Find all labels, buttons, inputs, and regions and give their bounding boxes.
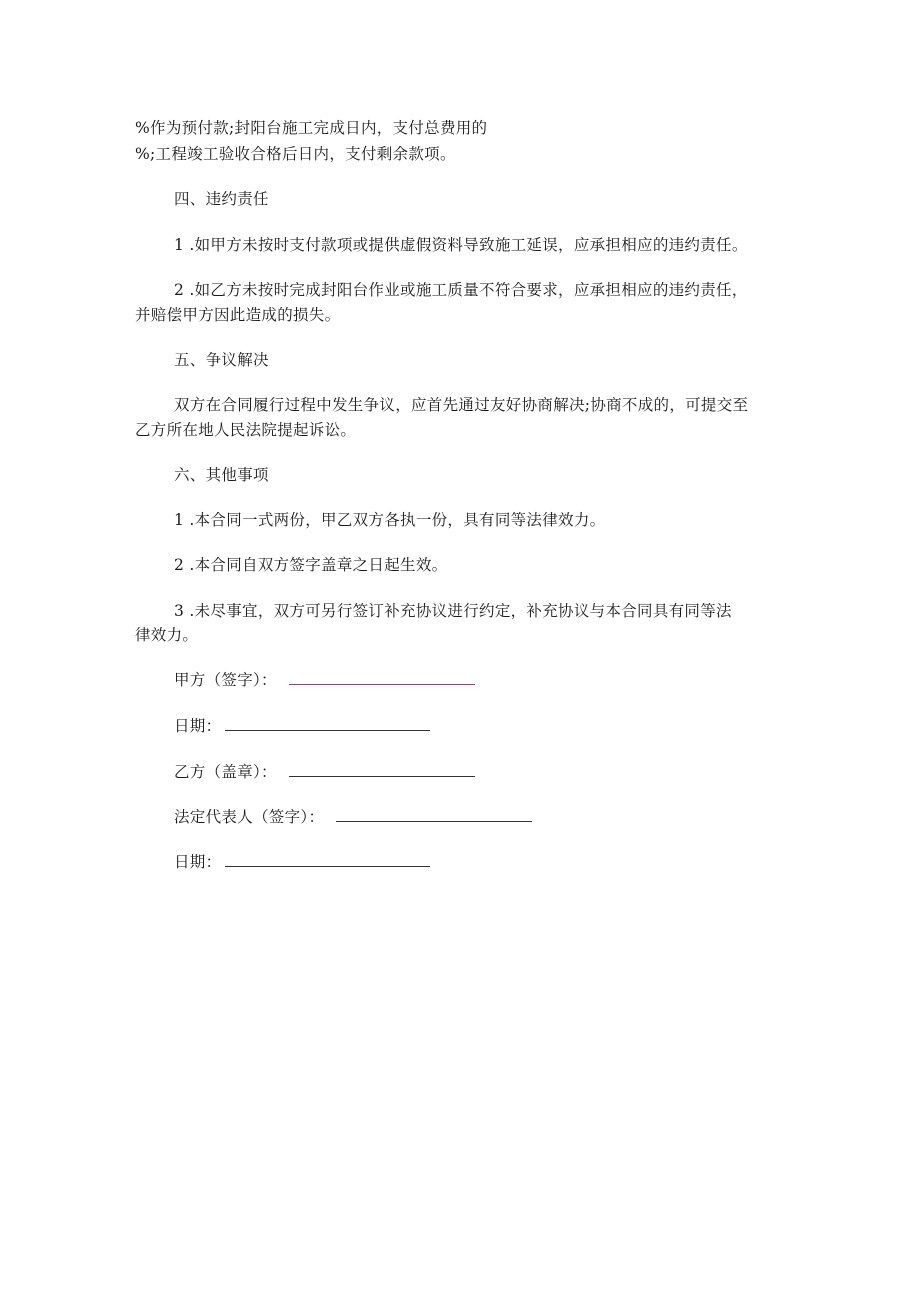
legal-rep-label: 法定代表人（签字）： [174,808,325,826]
other-item-1: 1 .本合同一式两份，甲乙双方各执一份，具有同等法律效力。 [174,511,606,529]
date-1-label: 日期： [174,717,222,735]
payment-line-2: %;工程竣工验收合格后日内，支付剩余款项。 [135,145,456,163]
other-item-3-line-2: 律效力。 [135,626,199,644]
breach-item-2-line-2: 并赔偿甲方因此造成的损失。 [135,306,341,324]
party-a-signature-blank[interactable] [289,670,475,685]
date-1-blank[interactable] [225,716,430,731]
breach-item-2-line-1: 2 .如乙方未按时完成封阳台作业或施工质量不符合要求，应承担相应的违约责任， [174,281,748,299]
signature-row-date-1 [174,716,430,736]
signature-row-party-b [174,762,475,782]
party-b-label: 乙方（盖章）： [174,763,277,781]
dispute-para-line-2: 乙方所在地人民法院提起诉讼。 [135,421,357,439]
date-2-blank[interactable] [225,852,430,867]
dispute-para-line-1: 双方在合同履行过程中发生争议，应首先通过友好协商解决;协商不成的，可提交至 [174,396,749,414]
party-b-seal-blank[interactable] [289,762,475,777]
party-a-label: 甲方（签字）： [174,671,277,689]
payment-line-1: %作为预付款;封阳台施工完成日内，支付总费用的 [135,119,488,137]
signature-row-legal-rep [174,807,532,827]
date-2-label: 日期： [174,853,222,871]
signature-row-date-2 [174,852,430,872]
section-heading-breach: 四、违约责任 [174,190,269,208]
signature-row-party-a [174,670,475,690]
section-heading-dispute: 五、争议解决 [174,351,269,369]
breach-item-1: 1 .如甲方未按时支付款项或提供虚假资料导致施工延误，应承担相应的违约责任。 [174,236,748,254]
legal-rep-signature-blank[interactable] [336,807,532,822]
section-heading-other: 六、其他事项 [174,466,269,484]
other-item-2: 2 .本合同自双方签字盖章之日起生效。 [174,556,448,574]
other-item-3-line-1: 3 .未尽事宜，双方可另行签订补充协议进行约定，补充协议与本合同具有同等法 [174,602,732,620]
